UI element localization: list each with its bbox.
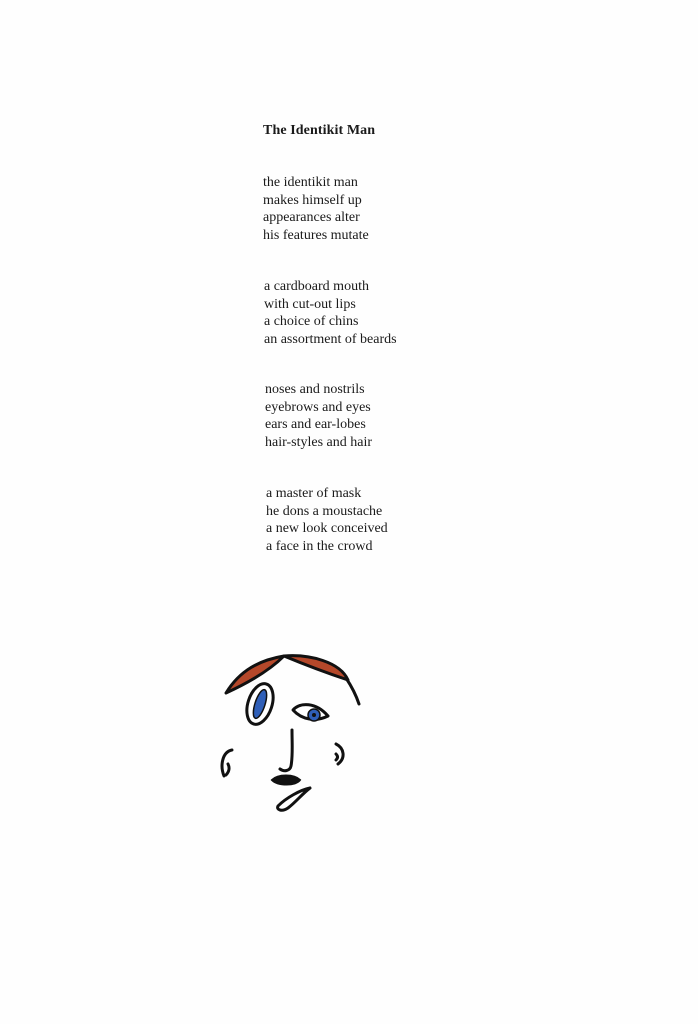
moustache-icon: [272, 776, 300, 785]
poem-line: the identikit man: [263, 175, 358, 190]
poem-line: a face in the crowd: [266, 538, 373, 554]
poem-line: he dons a moustache: [266, 503, 383, 519]
face-drawing-icon: [200, 640, 380, 830]
stanza-1: [263, 174, 369, 244]
stanza-3: [265, 381, 372, 451]
stanza-4: [266, 485, 388, 555]
poem-line: eyebrows and eyes: [265, 399, 371, 415]
right-ear-icon: [336, 744, 343, 764]
poem-line: a new look conceived: [266, 521, 388, 536]
hair-right-shape: [284, 656, 348, 680]
poem-line: a cardboard mouth: [264, 279, 369, 294]
poem-line: with cut-out lips: [264, 296, 356, 312]
poem-line: an assortment of beards: [264, 331, 397, 347]
poem-line: a choice of chins: [264, 314, 359, 329]
left-ear-icon: [222, 750, 232, 776]
poem-line: noses and nostrils: [265, 382, 365, 397]
mouth-icon: [278, 788, 310, 810]
nose-icon: [280, 730, 292, 771]
hair-strand-right: [346, 678, 359, 704]
poem-line: makes himself up: [263, 192, 362, 208]
poem-line: hair-styles and hair: [265, 434, 373, 450]
poem-title: The Identikit Man: [263, 123, 376, 138]
poem-line: ears and ear-lobes: [265, 417, 366, 432]
poem-line: a master of mask: [266, 486, 362, 501]
poem-line: his features mutate: [263, 227, 369, 243]
stanza-2: [264, 278, 397, 348]
poem-line: appearances alter: [263, 210, 360, 225]
